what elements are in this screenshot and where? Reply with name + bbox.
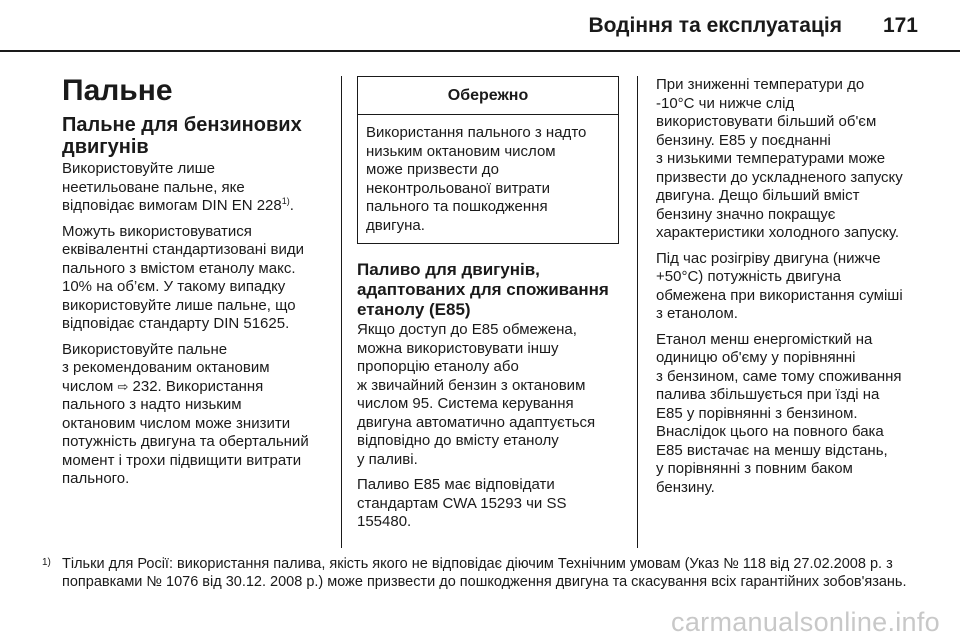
paragraph-petrol-standard (62, 160, 330, 216)
paragraph-octane-rest: 232. Використання пального з надто низьким октановим числом може знизити потужність двигуна та обертальний момент і трохи підвищити витрати пального. (62, 377, 309, 487)
warning-text: Використання пального з надто низьким октановим числом може призвести до неконтрольованої витрати пального та пошкодження двигуна. (366, 124, 587, 234)
column-left (62, 76, 330, 496)
paragraph-petrol-tail: . (289, 197, 294, 214)
footnote-text: Тільки для Росії: використання палива, якість якого не відповідає діючим Технічним умовам (Указ № 118 від 27.02.2008 р. з поправками № 1076 від 30.12. 2008 р.) може призвести до пошкодження двигуна та скасування всіх гарантійних зобов'язань. (62, 556, 907, 590)
paragraph-warmup: Під час розігріву двигуна (нижче +50°C) потужність двигуна обмежена при використання суміші з етанолом. (656, 249, 903, 322)
header-rule (0, 50, 960, 52)
page-ref-arrow-icon[interactable]: ⇨ (117, 378, 129, 394)
warning-title: Обережно (358, 77, 618, 115)
column-right (656, 76, 924, 504)
column-middle (357, 76, 619, 539)
paragraph-equivalent-fuel: Можуть використовуватися еквівалентні стандартизовані види пального з вмістом етанолу макс. 10% на об’єм. У такому випадку використовуйте лише пальне, що відповідає стандарту DIN 51625. (62, 222, 305, 332)
footnote (42, 556, 928, 591)
section-title: Пальне (62, 74, 173, 107)
column-divider-1 (341, 76, 342, 548)
paragraph-octane (62, 341, 330, 489)
watermark: carmanualsonline.info (671, 607, 940, 637)
header-title: Водіння та експлуатація (588, 14, 842, 37)
paragraph-e85-standards: Паливо E85 має відповідати стандартам CWA 15293 чи SS 155480. (357, 476, 567, 530)
paragraph-e85-availability: Якщо доступ до E85 обмежена, можна використовувати іншу пропорцію етанолу або ж звичайний бензин з октановим числом 95. Система керування двигуна автоматично адаптується відповідно до вмісту етанолу у паливі. (357, 321, 596, 468)
page-header (0, 0, 960, 48)
page-number: 171 (882, 14, 918, 37)
paragraph-ethanol-energy: Етанол менш енергомісткий на одиницю об'єму у порівнянні з бензином, саме тому споживання палива збільшується при їзді на E85 у порівнянні з бензином. Внаслідок цього на повного бака E85 вистачає на меншу відстань, у порівнянні з повним баком бензину. (656, 330, 902, 496)
subsection-title-petrol: Пальне для бензинових двигунів (62, 114, 302, 158)
footnote-marker: 1) (42, 557, 51, 568)
column-divider-2 (637, 76, 638, 548)
paragraph-low-temperature: При зниженні температури до -10°C чи нижче слід використовувати більший об'єм бензину. E85 у поєднанні з низькими температурами може призвести до ускладненого запуску двигуна. Дещо більший вміст бензину значно покращує характеристики холодного запуску. (656, 76, 903, 241)
paragraph-octane-text: Використовуйте пальне з рекомендованим октановим числом (62, 340, 270, 395)
paragraph-petrol-text: Використовуйте лише неетильоване пальне, яке відповідає вимогам DIN EN 228 (62, 160, 282, 214)
subsection-title-e85: Паливо для двигунів, адаптованих для споживання етанолу (E85) (357, 260, 609, 319)
warning-box (357, 76, 619, 244)
footnote-ref[interactable]: 1) (281, 196, 290, 206)
